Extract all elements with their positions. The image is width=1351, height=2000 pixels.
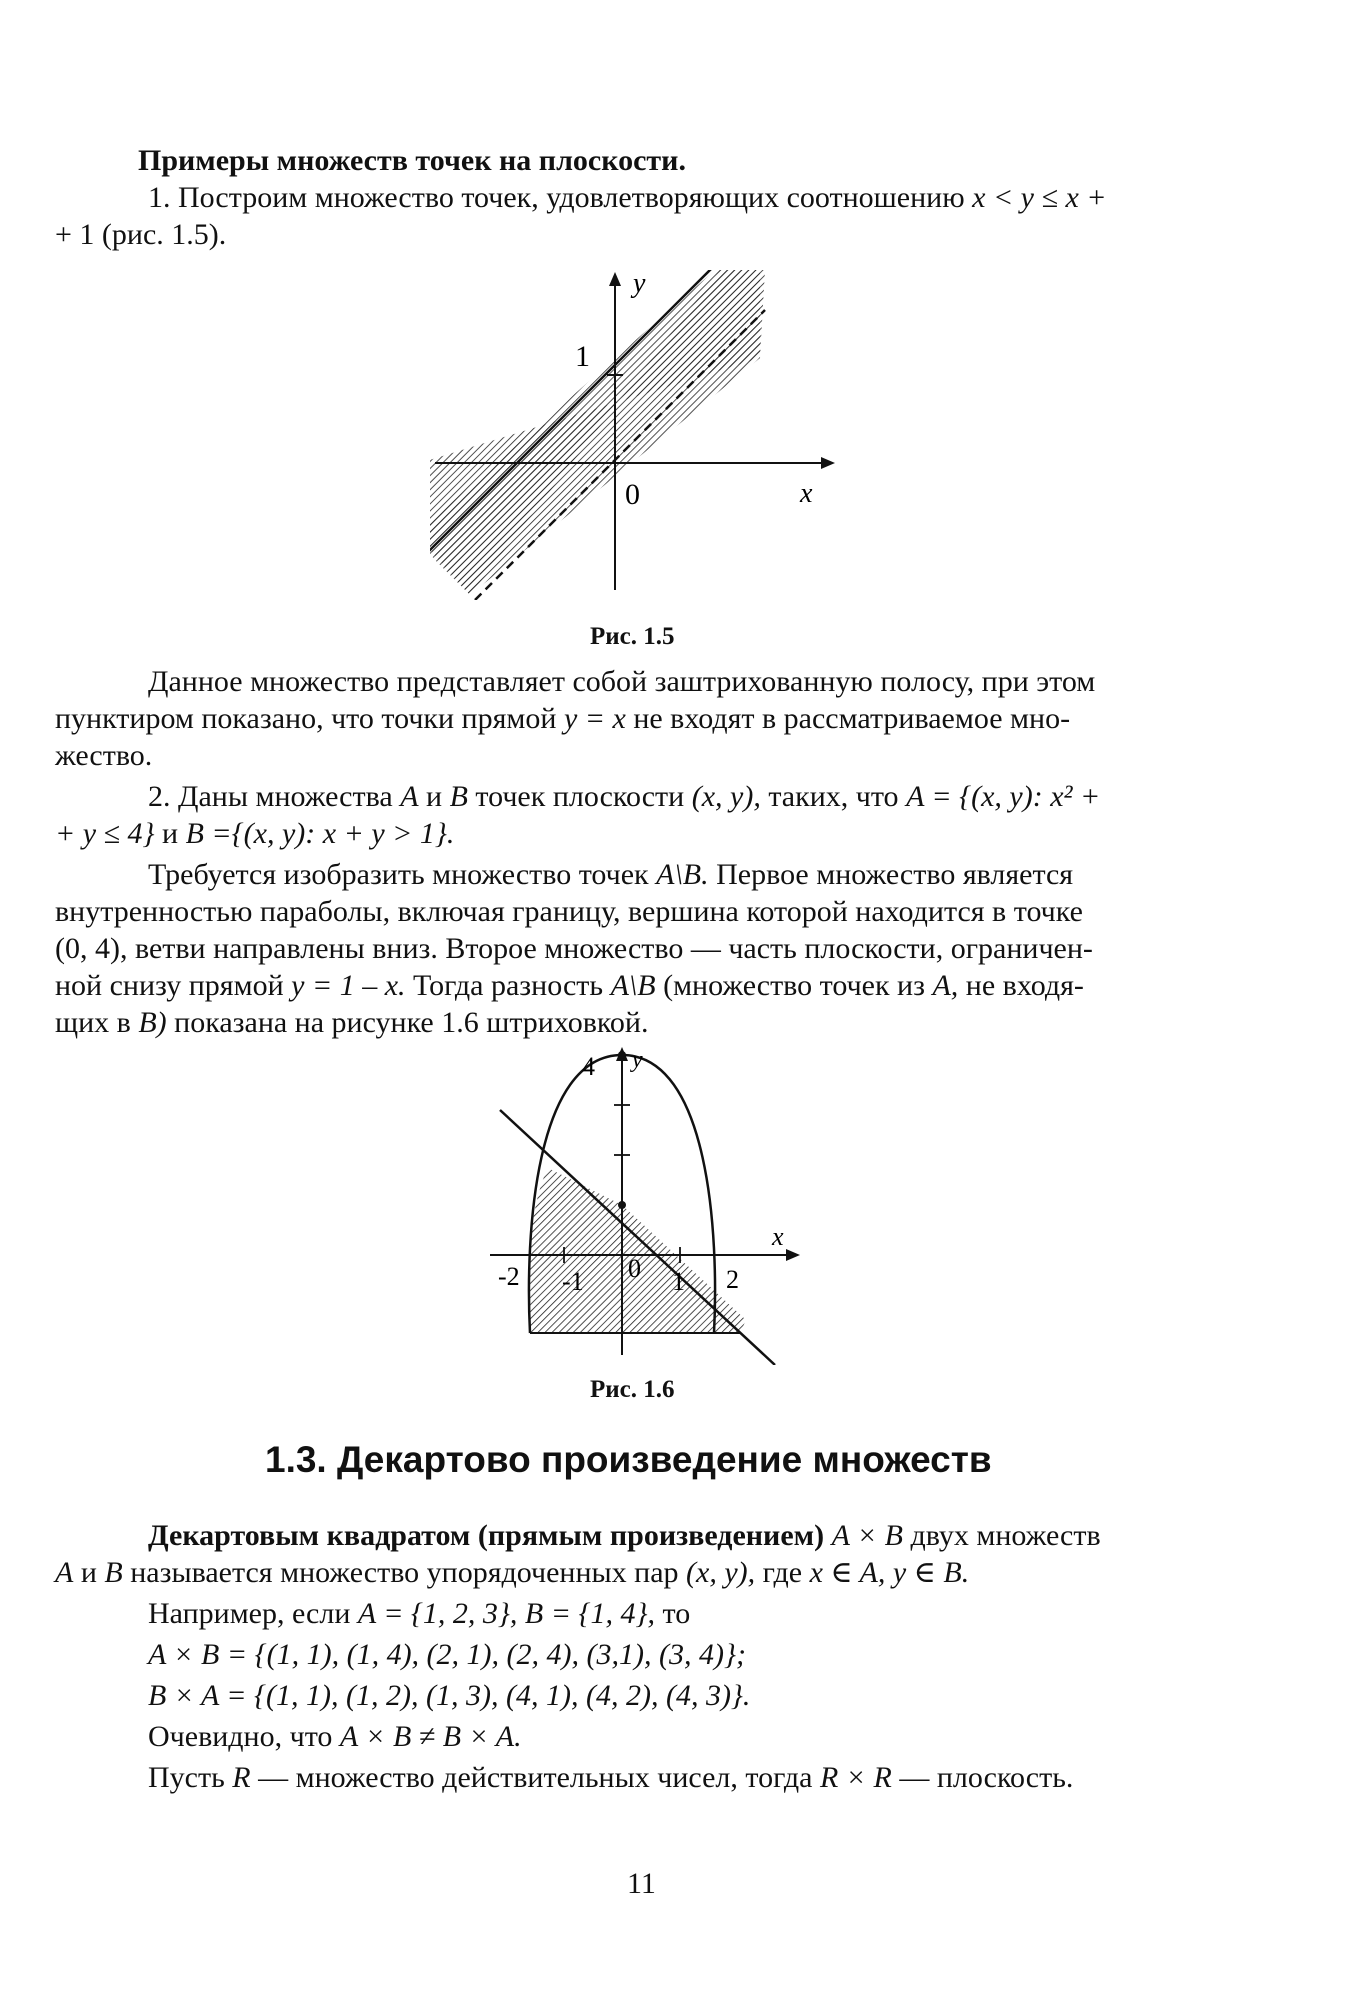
fig2-neg2-label: -2	[498, 1262, 520, 1291]
figure-1-6	[450, 1045, 830, 1365]
desc-2-line-1	[148, 857, 1073, 893]
fig2-neg1-label: -1	[562, 1267, 584, 1296]
def-membership: x ∈ A, y ∈ B.	[809, 1556, 970, 1589]
ex2-set-b-def: B ={(x, y): x + y > 1}.	[185, 817, 455, 850]
desc2-l5-b: показана на рисунке 1.6 штриховкой.	[174, 1006, 649, 1039]
ex2-text-b: точек плоскости	[475, 780, 685, 813]
examples-line-1	[148, 1596, 690, 1632]
def-line-1	[148, 1518, 1101, 1554]
def-line-2	[55, 1555, 969, 1591]
examples-rxr: R × R	[819, 1761, 892, 1794]
examples-plane: — плоскость.	[899, 1761, 1074, 1794]
example-2-line-2	[55, 816, 454, 852]
fig2-y-label: y	[632, 1047, 643, 1073]
example-1-text: 1. Построим множество точек, удовлетворяющих соотношению	[148, 181, 965, 214]
ex2-set-a: A	[400, 780, 419, 813]
desc-2-line-4	[55, 968, 1084, 1004]
product-b-a: B × A = {(1, 1), (1, 2), (1, 3), (4, 1), (4, 2), (4, 3)}.	[148, 1679, 751, 1712]
fig2-one-label: 1	[672, 1267, 685, 1296]
desc-1-line-3: жество.	[55, 739, 153, 772]
desc2-text-b: Первое множество является	[716, 858, 1074, 891]
examples-obvious: Очевидно, что	[148, 1720, 333, 1753]
ex2-text-c: таких, что	[768, 780, 899, 813]
fig2-x-label: x	[772, 1222, 784, 1251]
figure-1-5	[430, 270, 850, 600]
examples-line-2	[148, 1637, 746, 1673]
example-1-inequality: x < y ≤ x +	[972, 181, 1107, 214]
def-text-b: двух множеств	[910, 1519, 1101, 1552]
figure-1-6-graph	[450, 1045, 830, 1365]
ex2-and-2: и	[162, 817, 179, 850]
examples-let: Пусть	[148, 1761, 225, 1794]
def-set-b: B	[104, 1556, 123, 1589]
examples-sets: A = {1, 2, 3}, B = {1, 4},	[357, 1597, 655, 1630]
examples-inequality: A × B ≠ B × A.	[339, 1720, 522, 1753]
desc-1-math: y = x	[563, 702, 626, 735]
examples-line-4	[148, 1719, 522, 1755]
desc2-difference-2: A\B	[610, 969, 656, 1002]
desc2-l4-d: не входя-	[965, 969, 1084, 1002]
ex2-and: и	[426, 780, 443, 813]
desc2-l4-c: (множество точек из	[663, 969, 925, 1002]
desc2-set-b: B)	[138, 1006, 167, 1039]
section-heading: 1.3. Декартово произведение множеств	[265, 1439, 992, 1480]
fig1-one-label: 1	[575, 340, 590, 373]
figure-1-5-caption: Рис. 1.5	[590, 623, 675, 650]
ex2-xy: (x, y),	[691, 780, 761, 813]
def-and: и	[80, 1556, 97, 1589]
example-2-line-1	[148, 779, 1100, 815]
def-text-pairs: называется множество упорядоченных пар	[130, 1556, 679, 1589]
ex2-text-a: 2. Даны множества	[148, 780, 393, 813]
fig1-x-label: x	[800, 478, 813, 509]
fig2-two-label: 2	[726, 1265, 739, 1294]
def-pair: (x, y),	[686, 1556, 756, 1589]
fig2-four-label: 4	[582, 1052, 595, 1081]
examples-line-5	[148, 1760, 1073, 1796]
example-1-line-1	[148, 180, 1107, 216]
desc-1-line-2-a: пунктиром показано, что точки прямой	[55, 702, 557, 735]
page-number: 11	[627, 1867, 656, 1900]
desc2-l5-a: щих в	[55, 1006, 131, 1039]
y-axis-arrow	[609, 272, 621, 286]
examples-line-3	[148, 1678, 750, 1714]
desc-1-line-2	[55, 701, 1070, 737]
desc2-set-a: A,	[932, 969, 959, 1002]
desc2-l4-a: ной снизу прямой	[55, 969, 284, 1002]
desc2-difference: A\B.	[656, 858, 709, 891]
figure-1-5-graph	[430, 270, 850, 600]
x-axis-arrow	[786, 1249, 800, 1261]
desc2-text-a: Требуется изобразить множество точек	[148, 858, 649, 891]
def-set-a: A	[55, 1556, 74, 1589]
fig1-y-label: y	[633, 270, 646, 299]
x-axis-arrow	[821, 457, 835, 469]
section-title: Примеры множеств точек на плоскости.	[138, 144, 686, 177]
examples-r: R	[232, 1761, 251, 1794]
desc-2-line-3: (0, 4), ветви направлены вниз. Второе множество — часть плоскости, ограничен-	[55, 932, 1093, 965]
desc2-l4-b: Тогда разность	[413, 969, 604, 1002]
examples-text-b: то	[662, 1597, 691, 1630]
examples-text-a: Например, если	[148, 1597, 351, 1630]
desc-2-line-2: внутренностью параболы, включая границу, вершина которой находится в точке	[55, 895, 1083, 928]
example-1-line-2: + 1 (рис. 1.5).	[55, 218, 227, 251]
desc2-line-eq: y = 1 – x.	[291, 969, 406, 1002]
desc-1-line-1: Данное множество представляет собой заштрихованную полосу, при этом	[148, 665, 1096, 698]
product-a-b: A × B = {(1, 1), (1, 4), (2, 1), (2, 4), (3,1), (3, 4)};	[148, 1638, 746, 1671]
def-math-axb: A × B	[831, 1519, 903, 1552]
def-term: Декартовым квадратом (прямым произведением)	[148, 1519, 825, 1552]
figure-1-6-caption: Рис. 1.6	[590, 1376, 675, 1403]
fig2-zero-label: 0	[628, 1254, 641, 1283]
def-where: где	[762, 1556, 803, 1589]
fig1-zero-label: 0	[625, 478, 640, 511]
desc-2-line-5	[55, 1005, 649, 1041]
ex2-set-b: B	[449, 780, 468, 813]
desc-1-line-2-b: не входят в рассматриваемое мно-	[633, 702, 1071, 735]
ex2-set-a-def-end: + y ≤ 4}	[55, 817, 155, 850]
examples-real: — множество действительных чисел, тогда	[258, 1761, 813, 1794]
ex2-set-a-def: A = {(x, y): x² +	[906, 780, 1101, 813]
